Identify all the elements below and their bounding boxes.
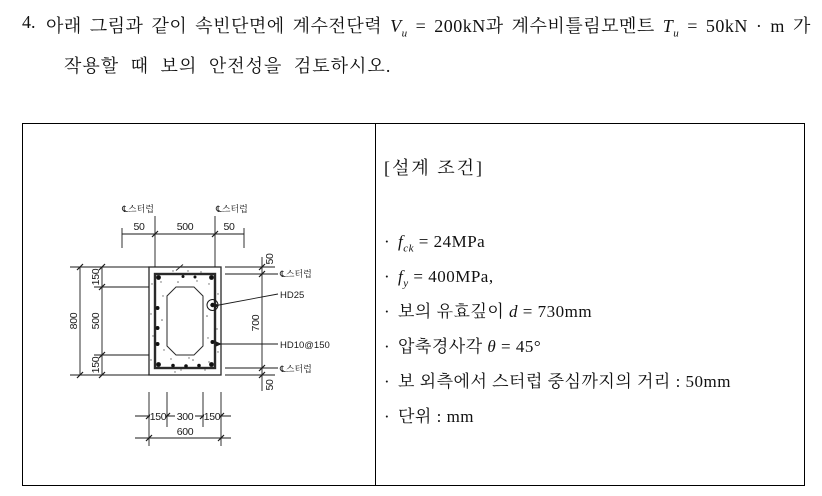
condition-value: = 730mm	[518, 302, 593, 321]
dim-bottom-600: 600	[176, 426, 194, 438]
problem-text: 가	[784, 16, 811, 36]
right-callouts	[219, 294, 278, 344]
math-var: θ	[487, 337, 497, 356]
vu-value: = 200kN	[407, 16, 486, 36]
section-outline	[149, 267, 221, 375]
dim-right-700: 700	[250, 314, 262, 332]
condition-text: 압축경사각	[398, 337, 488, 356]
bullet: ·	[384, 302, 391, 321]
condition-item-theta	[384, 329, 804, 364]
conditions-heading: [설계 조건]	[384, 158, 485, 178]
cross-section-panel	[23, 124, 376, 485]
math-sub: y	[403, 277, 409, 290]
condition-item-cover	[384, 364, 804, 399]
cross-section-drawing	[23, 124, 373, 482]
math-var-tu: T	[662, 16, 674, 36]
math-var-vu: V	[390, 16, 402, 36]
problem-text: 과 계수비틀림모멘트	[485, 16, 663, 36]
condition-value: = 24MPa	[414, 232, 486, 251]
condition-value: = 400MPa,	[408, 267, 494, 286]
tu-value: = 50kN · m	[679, 16, 785, 36]
condition-item-unit	[384, 399, 804, 434]
math-sub-u: u	[401, 27, 408, 40]
dim-top-50-right: 50	[223, 221, 235, 233]
problem-number: 4.	[22, 12, 36, 32]
stirrup-centerline-label-right-top: ℄스터럽	[280, 269, 312, 279]
rebar-dots	[156, 275, 215, 368]
stirrup-centerline-label-top-right: ℄스터럽	[216, 204, 248, 214]
problem-text: 아래 그림과 같이 속빈단면에 계수전단력	[46, 16, 391, 36]
dim-left-150-top: 150	[90, 268, 102, 286]
condition-value: = 45°	[496, 337, 542, 356]
dim-left-150-bottom: 150	[90, 356, 102, 374]
condition-item-depth	[384, 294, 804, 329]
problem-line-1	[46, 12, 811, 40]
stirrup-centerline-label-right-bottom: ℄스터럽	[280, 364, 312, 374]
problem-line-2: 작용할 때 보의 안전성을 검토하시오.	[64, 56, 392, 76]
design-figure-box	[22, 123, 805, 486]
condition-item-fy	[384, 259, 804, 294]
condition-item-fck	[384, 224, 804, 259]
bullet: ·	[384, 232, 391, 251]
bullet: ·	[384, 407, 391, 426]
hd10-label: HD10@150	[280, 340, 330, 351]
condition-text: 단위 : mm	[398, 407, 475, 426]
condition-text: 보의 유효깊이	[398, 302, 510, 321]
dim-top-50-left: 50	[133, 221, 145, 233]
bullet: ·	[384, 337, 391, 356]
bullet: ·	[384, 372, 391, 391]
beam-section	[149, 265, 221, 376]
math-sub: ck	[403, 242, 414, 255]
bullet: ·	[384, 267, 391, 286]
math-sub-u: u	[673, 27, 680, 40]
stirrup-outline	[155, 274, 215, 368]
concrete-texture	[150, 270, 218, 372]
hollow-core-outline	[167, 287, 203, 355]
design-conditions-panel	[376, 124, 804, 485]
dim-right-50-top: 50	[264, 253, 276, 265]
math-var: d	[509, 302, 519, 321]
dim-bottom-150-right: 150	[203, 411, 221, 423]
condition-text: 보 외측에서 스터럽 중심까지의 거리 : 50mm	[398, 372, 731, 391]
dim-top-500: 500	[176, 221, 194, 233]
dim-bottom-300: 300	[176, 411, 194, 423]
conditions-list	[384, 224, 804, 434]
dim-bottom-150-left: 150	[149, 411, 167, 423]
dim-left-800: 800	[68, 312, 80, 330]
math-var: f	[398, 232, 404, 251]
stirrup-centerline-label-top-left: ℄스터럽	[122, 204, 154, 214]
left-dimension	[70, 264, 149, 378]
dim-left-500: 500	[90, 312, 102, 330]
hd25-label: HD25	[280, 290, 305, 301]
math-var: f	[398, 267, 404, 286]
dim-right-50-bottom: 50	[264, 379, 276, 391]
